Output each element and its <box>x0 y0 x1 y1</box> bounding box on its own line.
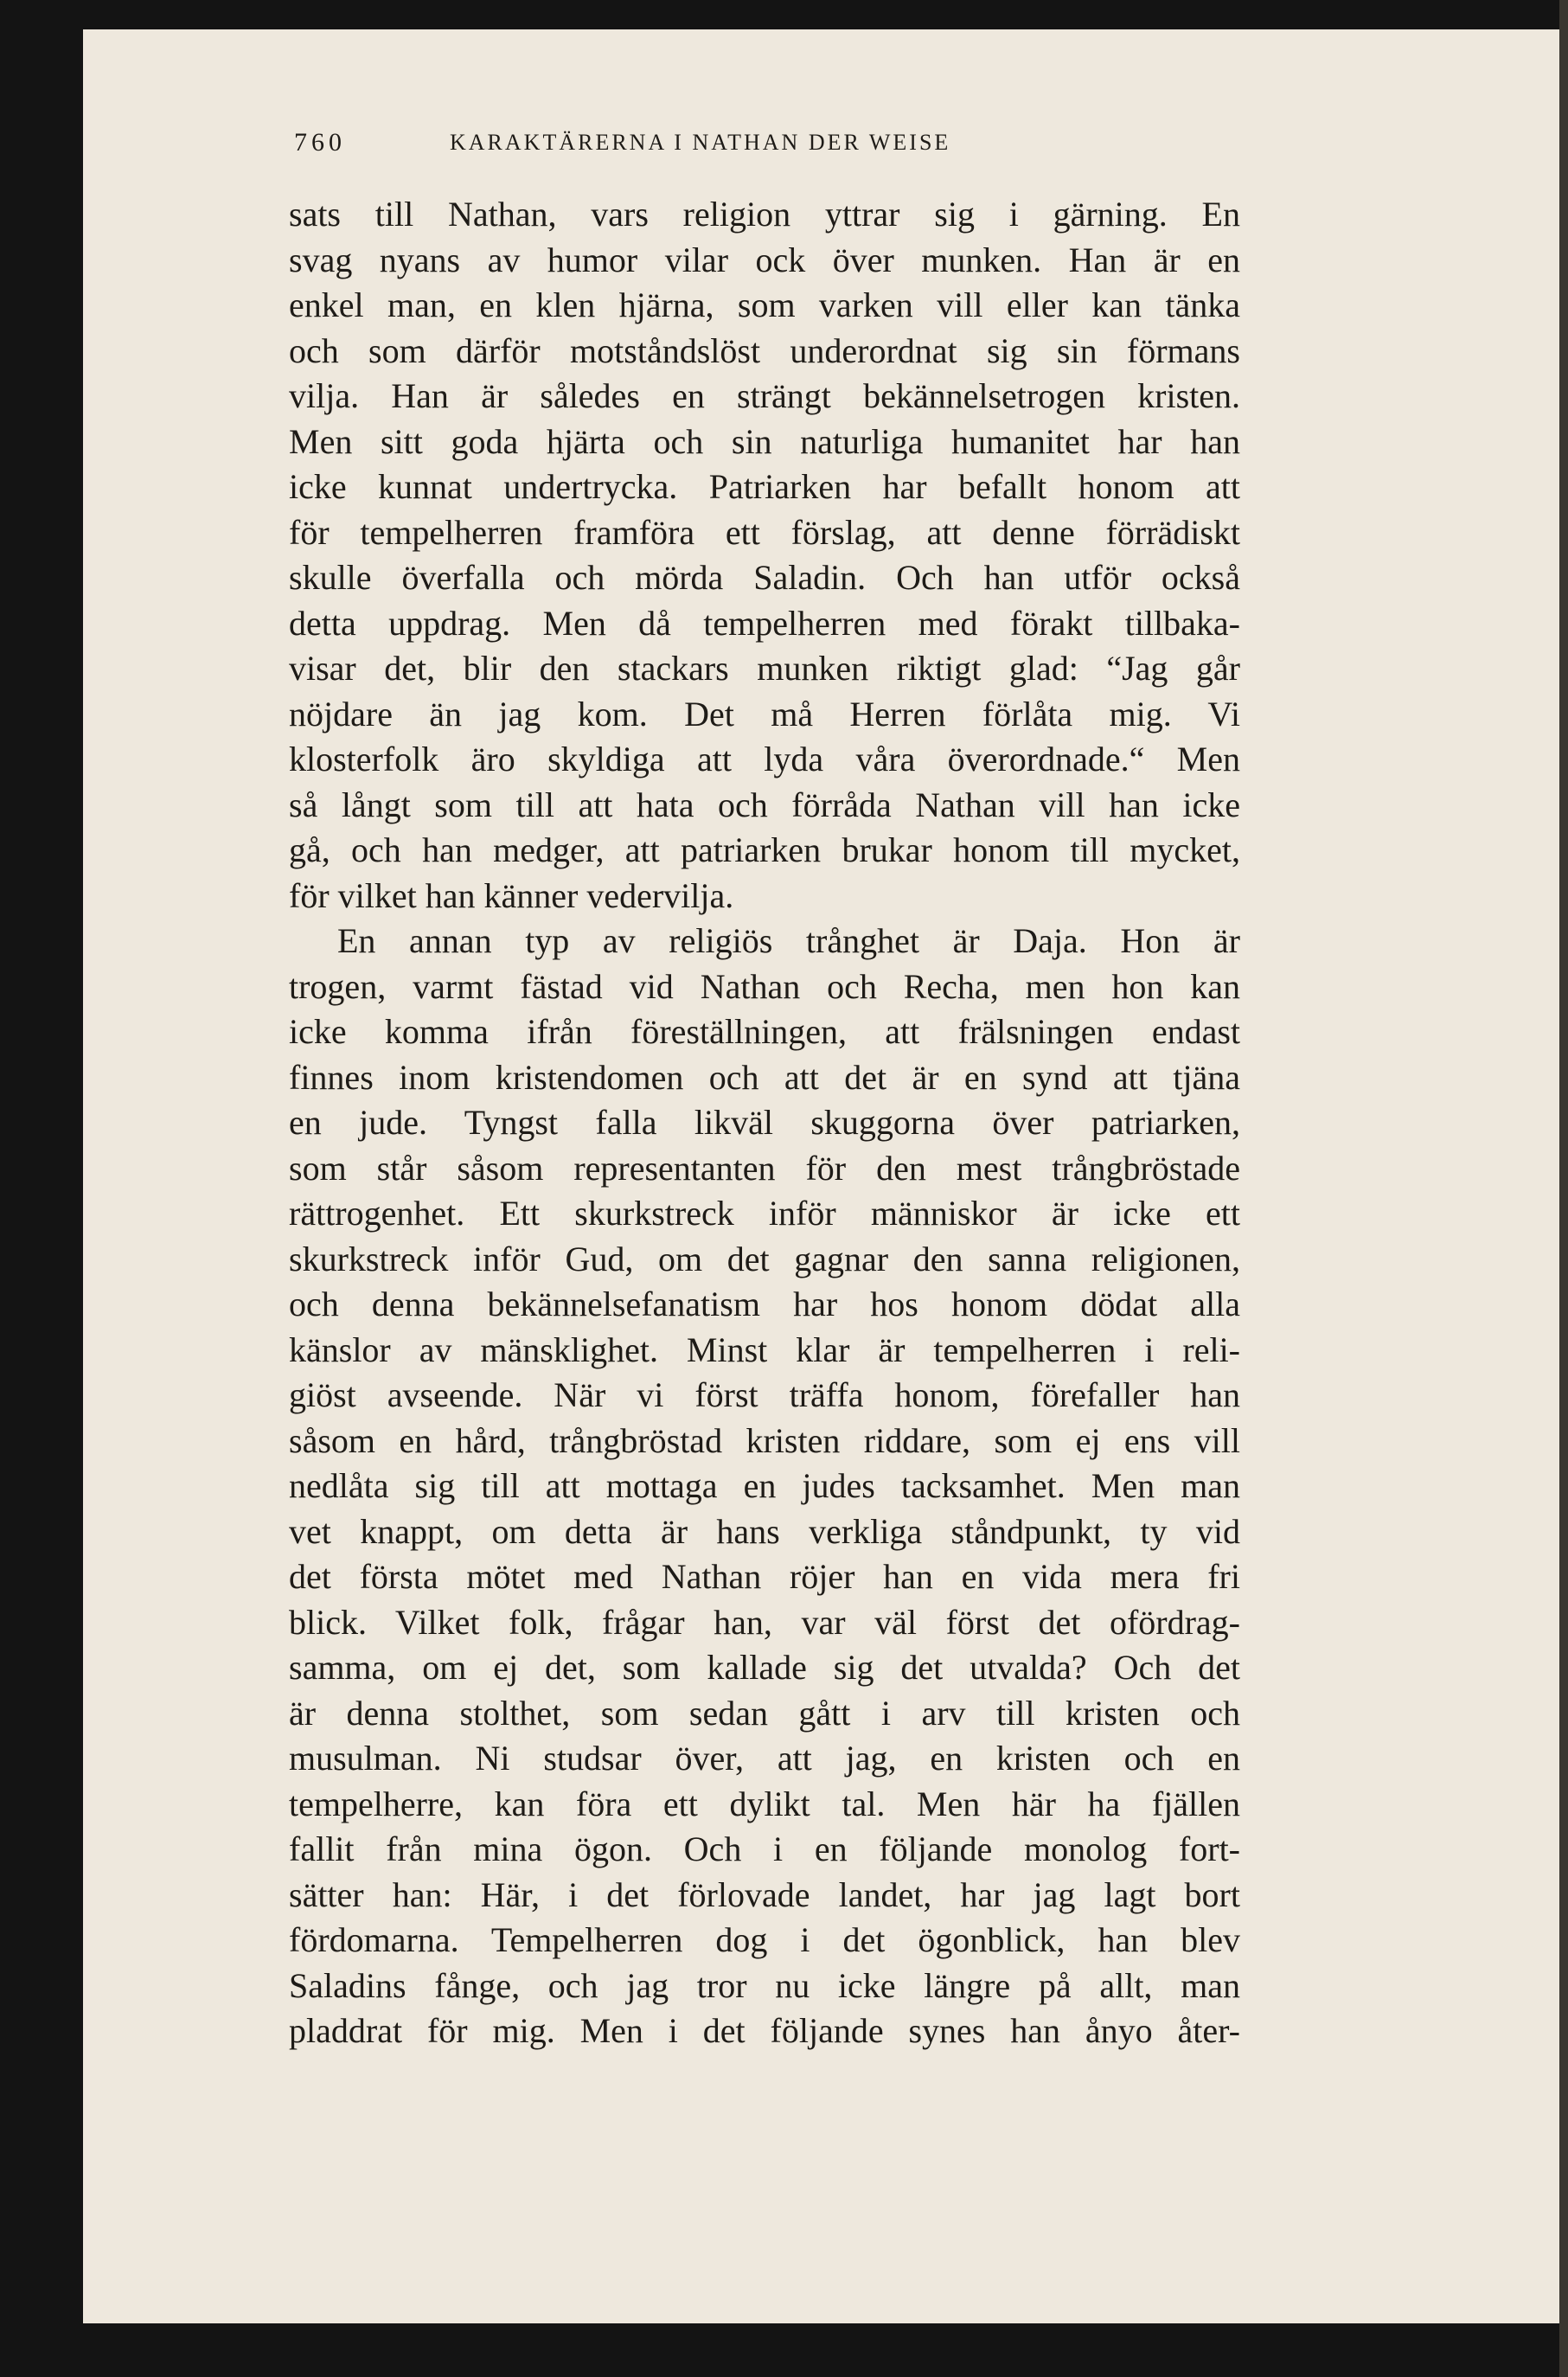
text-line: nöjdare än jag kom. Det må Herren förlåta mig. Vi <box>289 694 1240 734</box>
text-line: det första mötet med Nathan röjer han en vida mera fri <box>289 1557 1240 1596</box>
text-line: Saladins fånge, och jag tror nu icke längre på allt, man <box>289 1965 1240 2005</box>
text-line: vet knappt, om detta är hans verkliga ståndpunkt, ty vid <box>289 1511 1240 1551</box>
text-line: känslor av mänsklighet. Minst klar är tempelherren i reli- <box>289 1329 1240 1369</box>
text-line: som står såsom representanten för den mest trångbröstade <box>289 1148 1240 1188</box>
text-line: icke kunnat undertrycka. Patriarken har befallt honom att <box>289 467 1240 506</box>
text-line: blick. Vilket folk, frågar han, var väl först det ofördrag- <box>289 1602 1240 1642</box>
paragraph-end-line: för vilket han känner vedervilja. <box>289 875 734 915</box>
text-line: icke komma ifrån föreställningen, att frälsningen endast <box>289 1012 1240 1051</box>
text-line: musulman. Ni studsar över, att jag, en kristen och en <box>289 1739 1240 1778</box>
text-line: en jude. Tyngst falla likväl skuggorna över patriarken, <box>289 1103 1240 1142</box>
text-line: för tempelherren framföra ett förslag, att denne förrädiskt <box>289 512 1240 552</box>
text-line: trogen, varmt fästad vid Nathan och Recha, men hon kan <box>289 966 1240 1006</box>
text-line: pladdrat för mig. Men i det följande synes han ånyo åter- <box>289 2011 1240 2050</box>
text-line: rättrogenhet. Ett skurkstreck inför människor är icke ett <box>289 1194 1240 1233</box>
text-line: såsom en hård, trångbröstad kristen riddare, som ej ens vill <box>289 1420 1240 1460</box>
text-line: visar det, blir den stackars munken riktigt glad: “Jag går <box>289 649 1240 688</box>
text-line: nedlåta sig till att mottaga en judes tacksamhet. Men man <box>289 1466 1240 1505</box>
text-line: och som därför motståndslöst underordnat sig sin förmans <box>289 330 1240 370</box>
text-line: fallit från mina ögon. Och i en följande monolog fort- <box>289 1829 1240 1868</box>
text-line: Men sitt goda hjärta och sin naturliga humanitet har han <box>289 421 1240 461</box>
text-line: klosterfolk äro skyldiga att lyda våra överordnade.“ Men <box>289 740 1240 778</box>
text-line: gå, och han medger, att patriarken brukar honom till mycket, <box>289 830 1240 869</box>
text-line: fördomarna. Tempelherren dog i det ögonblick, han blev <box>289 1920 1240 1959</box>
text-line: svag nyans av humor vilar ock över munken. Han är en <box>289 240 1240 279</box>
text-line: tempelherre, kan föra ett dylikt tal. Men här ha fjällen <box>289 1784 1240 1823</box>
text-line: enkel man, en klen hjärna, som varken vill eller kan tänka <box>289 285 1240 324</box>
body-text <box>289 192 1240 2054</box>
running-title: KARAKTÄRERNA I NATHAN DER WEISE <box>450 130 951 155</box>
paragraph-start-line: En annan typ av religiös trånghet är Daja. Hon är <box>337 921 1240 960</box>
text-line: och denna bekännelsefanatism har hos honom dödat alla <box>289 1285 1240 1323</box>
text-line: vilja. Han är således en strängt bekännelsetrogen kristen. <box>289 376 1240 415</box>
text-line: giöst avseende. När vi först träffa honom, förefaller han <box>289 1375 1240 1414</box>
text-line: skulle överfalla och mörda Saladin. Och han utför också <box>289 558 1240 597</box>
text-line: detta uppdrag. Men då tempelherren med förakt tillbaka- <box>289 603 1240 643</box>
page-edge-shadow <box>1559 0 1568 2377</box>
text-line: finnes inom kristendomen och att det är en synd att tjäna <box>289 1057 1240 1097</box>
text-line: så långt som till att hata och förråda Nathan vill han icke <box>289 785 1240 824</box>
text-line: skurkstreck inför Gud, om det gagnar den sanna religionen, <box>289 1239 1240 1278</box>
text-line: sätter han: Här, i det förlovade landet, har jag lagt bort <box>289 1874 1240 1914</box>
text-line: samma, om ej det, som kallade sig det utvalda? Och det <box>289 1648 1240 1687</box>
text-line: sats till Nathan, vars religion yttrar sig i gärning. En <box>289 195 1240 234</box>
text-line: är denna stolthet, som sedan gått i arv till kristen och <box>289 1693 1240 1733</box>
page-number: 760 <box>294 128 346 157</box>
